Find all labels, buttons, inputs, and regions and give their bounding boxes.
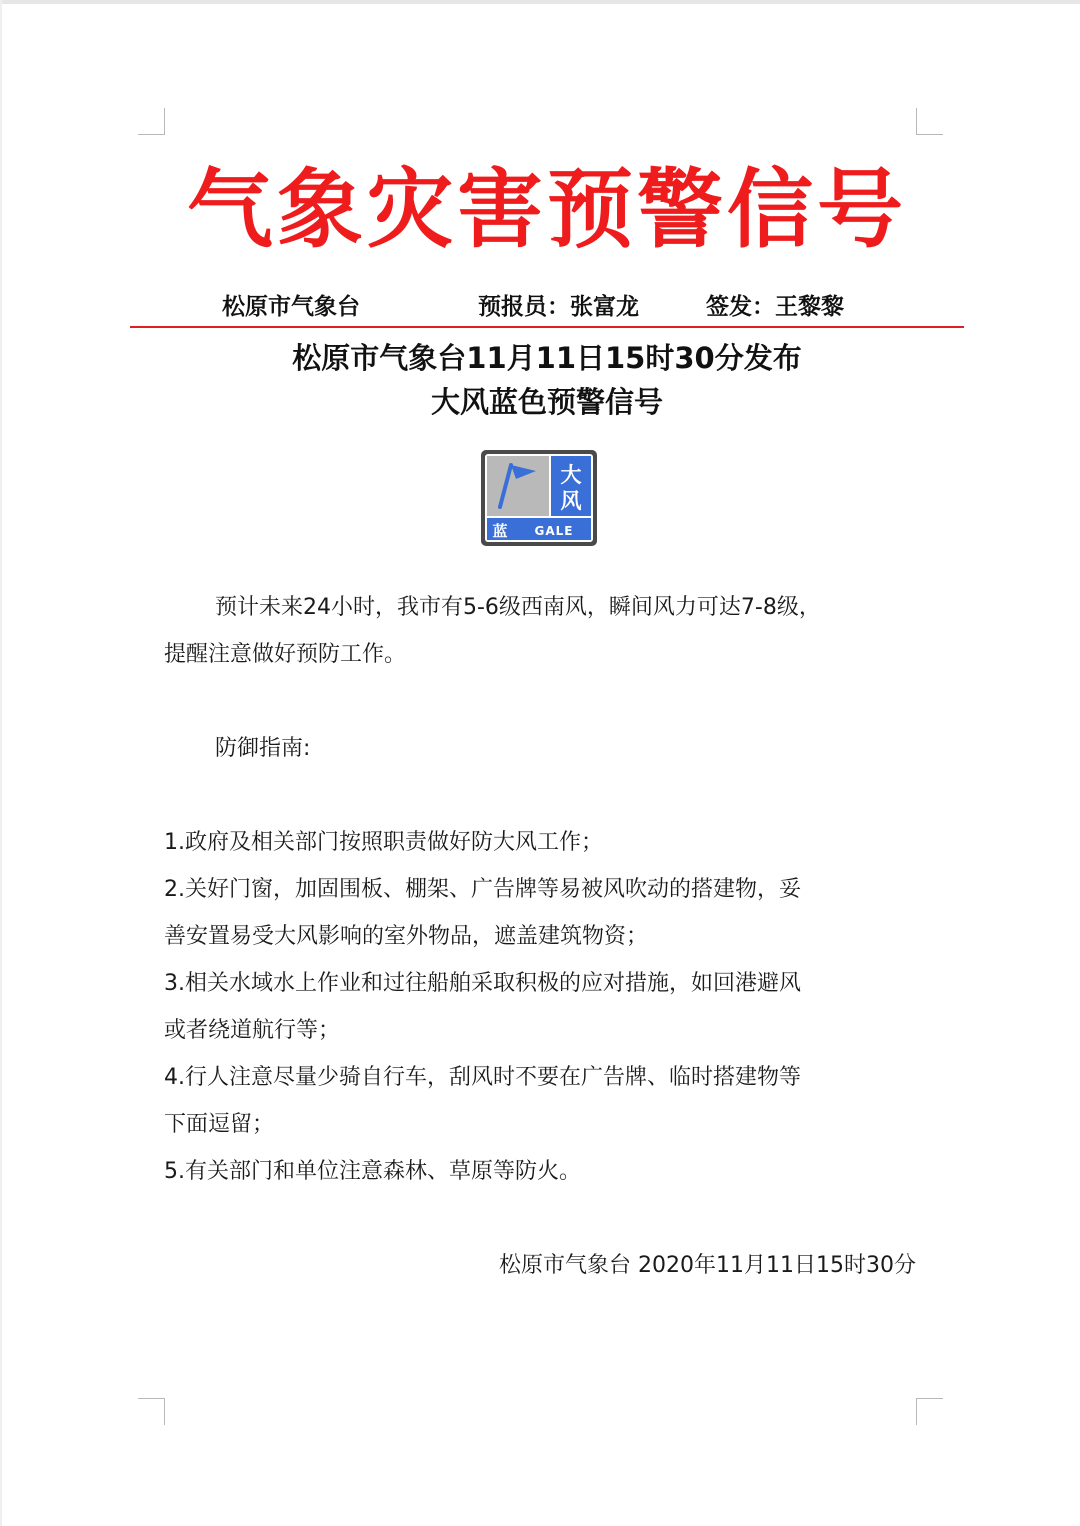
forecast-line-1: 预计未来24小时，我市有5-6级西南风，瞬间风力可达7-8级， [215, 595, 821, 620]
corner-mark-bottom-left [138, 1398, 165, 1425]
page-left-edge [0, 0, 2, 1526]
guide-item-5: 5.有关部门和单位注意森林、草原等防火。 [164, 1159, 581, 1184]
guide-item-4-line-2: 下面逗留； [164, 1112, 275, 1137]
defense-guide-list [164, 819, 924, 1195]
meta-forecaster: 预报员：张富龙 [478, 294, 639, 320]
page-top-edge [0, 0, 1080, 4]
corner-mark-bottom-right [916, 1398, 943, 1425]
signal-label-lan: 蓝 [492, 522, 508, 540]
headline-line-1: 松原市气象台11月11日15时30分发布 [292, 341, 802, 375]
footer-signoff: 松原市气象台 2020年11月11日15时30分 [499, 1253, 916, 1278]
guide-item-1: 1.政府及相关部门按照职责做好防大风工作； [164, 830, 603, 855]
forecast-paragraph [164, 584, 924, 678]
defense-guide-title: 防御指南: [215, 736, 311, 761]
forecast-line-2: 提醒注意做好预防工作。 [164, 642, 407, 667]
signal-gray-panel [487, 456, 549, 516]
guide-item-3-line-1: 3.相关水域水上作业和过往船舶采取积极的应对措施，如回港避风 [164, 971, 801, 996]
guide-item-2-line-2: 善安置易受大风影响的室外物品，遮盖建筑物资； [164, 924, 649, 949]
guide-item-2-line-1: 2.关好门窗，加固围板、棚架、广告牌等易被风吹动的搭建物，妥 [164, 877, 801, 902]
guide-item-4-line-1: 4.行人注意尽量少骑自行车，刮风时不要在广告牌、临时搭建物等 [164, 1065, 801, 1090]
gale-blue-warning-icon [480, 449, 598, 547]
red-divider-rule [130, 326, 964, 328]
signal-label-feng: 风 [560, 489, 582, 513]
corner-mark-top-right [916, 108, 943, 135]
guide-item-3-line-2: 或者绕道航行等； [164, 1018, 341, 1043]
meta-issuer: 签发：王黎黎 [706, 294, 844, 320]
defense-guide-heading [164, 725, 924, 772]
headline-line-2: 大风蓝色预警信号 [430, 385, 663, 419]
signal-label-gale: GALE [534, 524, 574, 538]
signal-label-da: 大 [560, 463, 582, 487]
corner-mark-top-left [138, 108, 165, 135]
meta-organization: 松原市气象台 [222, 294, 360, 320]
masthead-title: 气象灾害预警信号 [187, 160, 907, 260]
